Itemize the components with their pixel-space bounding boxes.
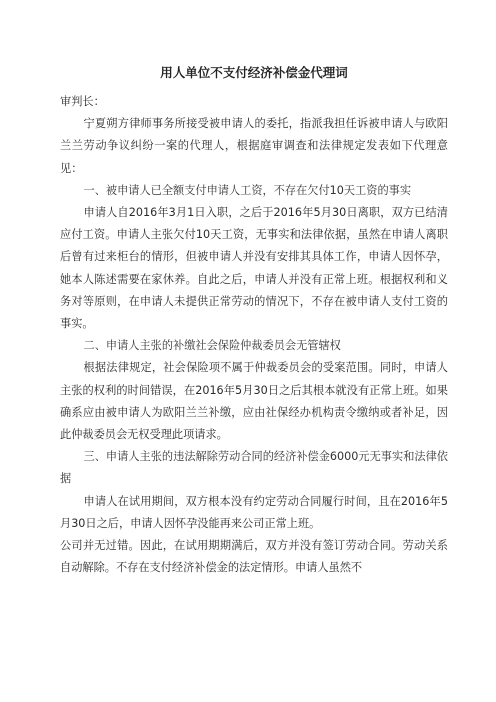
document-title: 用人单位不支付经济补偿金代理词: [160, 65, 348, 80]
section-body-3a: 申请人在试用期间，双方根本没有约定劳动合同履行时间，且在2016年5月30日之后，申请人因怀孕没能再来公司正常上班。: [60, 494, 448, 530]
salutation: 审判长：: [60, 95, 105, 108]
intro-paragraph: 宁夏朔方律师事务所接受被申请人的委托，指派我担任诉被申请人与欧阳兰兰劳动争议纠纷一案的代理人，根据庭审调查和法律规定发表如下代理意见：: [60, 117, 448, 175]
section-heading-2: 二、申请人主张的补缴社会保险仲裁委员会无管辖权: [83, 339, 341, 353]
section-heading-3: 三、申请人主张的违法解除劳动合同的经济补偿金6000元无事实和法律依据: [60, 450, 448, 486]
section-heading-1: 一、被申请人已全额支付申请人工资，不存在欠付10天工资的事实: [83, 183, 412, 197]
section-body-3b: 公司并无过错。因此，在试用期期满后，双方并没有签订劳动合同。劳动关系自动解除。不存在支付经济补偿金的法定情形。申请人虽然不: [60, 539, 448, 575]
section-body-1: 申请人自2016年3月1日入职，之后于2016年5月30日离职，双方已结清应付工资。申请人主张欠付10天工资，无事实和法律依据，虽然在申请人离职后曾有过来柜台的情形，但被申请人并没有安排其具体工作，申请人因怀孕，她本人陈述需要在家休养。自此之后，申请人并没有正常上班。根据权利和义务对等原则，在申请人未提供正常劳动的情况下，不存在被申请人支付工资的事实。: [60, 206, 448, 331]
section-body-2: 根据法律规定，社会保险项不属于仲裁委员会的受案范围。同时，申请人主张的权利的时间错误，在2016年5月30日之后其根本就没有正常上班。如果确系应由被申请人为欧阳兰兰补缴，应由社保经办机构责令缴纳或者补足，因此仲裁委员会无权受理此项请求。: [60, 361, 448, 442]
